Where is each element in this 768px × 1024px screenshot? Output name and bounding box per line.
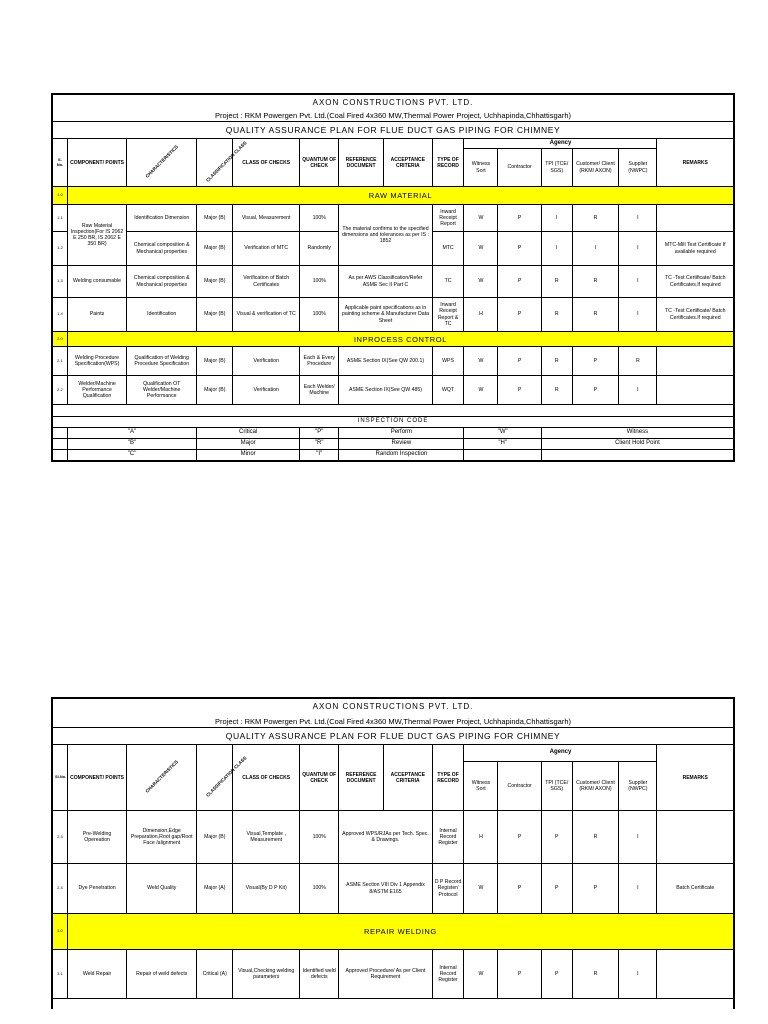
header-component: COMPONENT/ POINTS xyxy=(67,139,126,187)
component-cell: Raw Material Inspection(For IS 2062 E 250 BR, IS 2062 E 350 BR) xyxy=(67,205,126,266)
section-number: 3.0 xyxy=(53,914,68,950)
row-number: 2.4 xyxy=(53,864,68,914)
supplier-cell: I xyxy=(619,266,657,298)
quantum-cell: 100% xyxy=(300,811,339,864)
supplier-cell: R xyxy=(619,347,657,376)
reference-cell: Applicable paint specifications as in painting scheme & Manufacturer Data Sheet xyxy=(339,298,432,332)
customer-cell: P xyxy=(572,347,619,376)
header-classification-cell xyxy=(197,745,248,811)
table-row xyxy=(53,950,734,999)
characteristic-cell: Identification xyxy=(127,298,197,332)
component-cell: Dye Penetration xyxy=(67,864,126,914)
record-cell: Inward Receipt Report xyxy=(432,205,464,232)
record-cell: Inward Receipt Report & TC xyxy=(432,298,464,332)
code-meaning: Client Hold Point xyxy=(541,439,733,450)
check-cell: Visual(By D P Kit) xyxy=(233,864,300,914)
tpi-cell: R xyxy=(541,347,572,376)
header-classification: CLASSIFICATION CLASS xyxy=(205,140,248,184)
classification-cell: Major (B) xyxy=(197,376,233,405)
component-cell: Welding consumable xyxy=(67,266,126,298)
contractor-cell: P xyxy=(498,811,541,864)
customer-cell: P xyxy=(572,864,619,914)
plan-title: QUALITY ASSURANCE PLAN FOR FLUE DUCT GAS PIPING FOR CHIMNEY xyxy=(53,728,734,745)
classification-cell: Major (B) xyxy=(197,347,233,376)
record-cell: D P Record Register/ Protocol xyxy=(432,864,464,914)
witness-cell: W xyxy=(464,205,498,232)
header-remarks: REMARKS xyxy=(657,139,734,187)
section-title-repair-welding: REPAIR WELDING xyxy=(67,914,733,950)
code-meaning: Major xyxy=(197,439,300,450)
contractor-cell: P xyxy=(498,864,541,914)
witness-cell: H xyxy=(464,298,498,332)
tpi-cell: R xyxy=(541,266,572,298)
header-characteristics-cell xyxy=(127,139,197,187)
classification-cell: Major (B) xyxy=(197,298,233,332)
witness-cell: W xyxy=(464,266,498,298)
project-line: Project : RKM Powergen Pvt. Ltd.(Coal Fired 4x360 MW,Thermal Power Project, Uchhapinda,Chhattisgarh) xyxy=(53,716,734,728)
header-tpi: TPI (TCE/ SGS) xyxy=(541,149,572,187)
tpi-cell: P xyxy=(541,811,572,864)
classification-cell: Major (B) xyxy=(197,232,233,266)
spacer-row xyxy=(53,405,734,417)
check-cell: Verification xyxy=(233,347,300,376)
supplier-cell: I xyxy=(619,864,657,914)
header-supplier: Supplier (NWPC) xyxy=(619,149,657,187)
witness-cell: W xyxy=(464,347,498,376)
section-title-raw-material: RAW MATERIAL xyxy=(67,187,733,205)
project-line: Project : RKM Powergen Pvt. Ltd.(Coal Fired 4x360 MW,Thermal Power Project, Uchhapinda,Chhattisgarh) xyxy=(53,111,734,122)
witness-cell: H xyxy=(464,811,498,864)
row-number: 3.1 xyxy=(53,950,68,999)
header-characteristics-cell xyxy=(127,745,197,811)
header-record: TYPE OF RECORD xyxy=(432,139,464,187)
qap-sheet-2 xyxy=(51,697,735,1009)
record-cell: Internal Record Register xyxy=(432,950,464,999)
header-classification-cell xyxy=(197,139,248,187)
header-contractor: Contractor xyxy=(498,149,541,187)
contractor-cell: P xyxy=(498,298,541,332)
header-acceptance: ACCEPTANCE CRITERIA xyxy=(383,139,432,187)
tpi-cell: I xyxy=(541,232,572,266)
header-tpi: TPI (TCE/ SGS) xyxy=(541,762,572,811)
customer-cell: R xyxy=(572,205,619,232)
characteristic-cell: Dimension,Edge Preparation,Root gap/Root Face /alignment xyxy=(127,811,197,864)
table-row xyxy=(53,266,734,298)
remarks-cell xyxy=(657,205,734,232)
table-row xyxy=(53,347,734,376)
component-cell: Welding Procedure Specification(WPS) xyxy=(67,347,126,376)
code-meaning xyxy=(541,450,733,461)
component-cell: Welder/Machine Performance Qualification xyxy=(67,376,126,405)
customer-cell: R xyxy=(572,811,619,864)
reference-cell: As per AWS Classification/Refer ASME Sec II Part C xyxy=(339,266,432,298)
remarks-cell xyxy=(657,376,734,405)
table-row xyxy=(53,376,734,405)
classification-cell: Major (B) xyxy=(197,266,233,298)
quantum-cell: 100% xyxy=(300,298,339,332)
header-reference: REFERENCE DOCUMENT xyxy=(339,745,384,811)
header-component: COMPONENT/ POINTS xyxy=(67,745,126,811)
row-number: 2.3 xyxy=(53,811,68,864)
code-letter: "A" xyxy=(67,428,196,439)
section-number: 1.0 xyxy=(53,187,68,205)
remarks-cell: MTC-Mill Test Certificate If available required xyxy=(657,232,734,266)
header-sno: Sl.No. xyxy=(53,745,68,811)
witness-cell: W xyxy=(464,232,498,266)
tpi-cell: R xyxy=(541,376,572,405)
witness-cell: W xyxy=(464,376,498,405)
check-cell: Visual, Measurement xyxy=(233,205,300,232)
header-characteristics: CHARACTERISTICS xyxy=(144,144,179,180)
characteristic-cell: Qualification of Welding Procedure Specification xyxy=(127,347,197,376)
header-customer: Customer/ Client (RKM/ AXON) xyxy=(572,762,619,811)
remarks-cell: TC -Test Certificate/ Batch Certificates.If required xyxy=(657,266,734,298)
row-number: 1.2 xyxy=(53,232,68,266)
record-cell: MTC xyxy=(432,232,464,266)
qap-table-1 xyxy=(52,94,734,461)
classification-cell: Major (A) xyxy=(197,864,233,914)
remarks-cell: TC -Test Certificate/ Batch Certificates.If required xyxy=(657,298,734,332)
remarks-cell xyxy=(657,811,734,864)
inspection-code-row xyxy=(53,439,734,450)
table-row xyxy=(53,205,734,232)
contractor-cell: P xyxy=(498,266,541,298)
header-reference: REFERENCE DOCUMENT xyxy=(339,139,384,187)
contractor-cell: P xyxy=(498,205,541,232)
header-quantum: QUANTUM OF CHECK xyxy=(300,139,339,187)
contractor-cell: P xyxy=(498,347,541,376)
reference-cell: ASME Section IX(See QW 485) xyxy=(339,376,432,405)
code-letter: "B" xyxy=(67,439,196,450)
supplier-cell: I xyxy=(619,950,657,999)
record-cell: WQT xyxy=(432,376,464,405)
remarks-cell xyxy=(657,347,734,376)
supplier-cell: I xyxy=(619,232,657,266)
contractor-cell: P xyxy=(498,950,541,999)
row-number: 2.2 xyxy=(53,376,68,405)
reference-cell: Approved WPS/RJAs per Tech. Spec. & Drawings. xyxy=(339,811,432,864)
reference-cell: Approved Procedure/ As per Client Requirement xyxy=(339,950,432,999)
contractor-cell: P xyxy=(498,376,541,405)
header-record: TYPE OF RECORD xyxy=(432,745,464,811)
customer-cell: P xyxy=(572,376,619,405)
classification-cell: Critical (A) xyxy=(197,950,233,999)
reference-cell: ASME Section VIII Div 1 Appendix 8/ASTM E165 xyxy=(339,864,432,914)
company-name: AXON CONSTRUCTIONS PVT. LTD. xyxy=(53,95,734,111)
header-witness: Witness Sort xyxy=(464,762,498,811)
check-cell: Visual,Checking welding parameters xyxy=(233,950,300,999)
component-cell: Weld Repair xyxy=(67,950,126,999)
section-title-inprocess-control: INPROCESS CONTROL xyxy=(67,332,733,347)
code-letter xyxy=(464,450,541,461)
quantum-cell: Each & Every Procedure xyxy=(300,347,339,376)
check-cell: Verification of MTC xyxy=(233,232,300,266)
quantum-cell: 100% xyxy=(300,205,339,232)
section-number: 2.0 xyxy=(53,332,68,347)
characteristic-cell: Chemical composition & Mechanical properties xyxy=(127,266,197,298)
customer-cell: R xyxy=(572,298,619,332)
row-number: 2.1 xyxy=(53,347,68,376)
quantum-cell: 100% xyxy=(300,266,339,298)
header-class-of-checks: CLASS OF CHECKS xyxy=(233,139,300,187)
record-cell: WPS xyxy=(432,347,464,376)
header-class-of-checks: CLASS OF CHECKS xyxy=(233,745,300,811)
code-letter: "W" xyxy=(464,428,541,439)
header-agency: Agency xyxy=(464,139,657,149)
quantum-cell: Each Welder/ Machine xyxy=(300,376,339,405)
header-classification: CLASSIFICATION CLASS xyxy=(205,755,248,799)
header-contractor: Contractor xyxy=(498,762,541,811)
code-meaning: Critical xyxy=(197,428,300,439)
characteristic-cell: Chemical composition & Mechanical properties xyxy=(127,232,197,266)
customer-cell: R xyxy=(572,950,619,999)
code-meaning: Perform xyxy=(339,428,464,439)
code-letter: "C" xyxy=(67,450,196,461)
table-row xyxy=(53,811,734,864)
customer-cell: I xyxy=(572,232,619,266)
characteristic-cell: Qualification OT Welder/Machine Performance xyxy=(127,376,197,405)
tpi-cell: P xyxy=(541,950,572,999)
row-number: 1.1 xyxy=(53,205,68,232)
code-meaning: Random Inspection xyxy=(339,450,464,461)
supplier-cell: I xyxy=(619,376,657,405)
code-meaning: Review xyxy=(339,439,464,450)
characteristic-cell: Repair of weld defects xyxy=(127,950,197,999)
header-witness: Witness Sort xyxy=(464,149,498,187)
header-characteristics: CHARACTERISTICS xyxy=(144,759,179,795)
check-cell: Visual & verification of TC xyxy=(233,298,300,332)
quantum-cell: Identified weld defects xyxy=(300,950,339,999)
spacer-row xyxy=(53,999,734,1009)
code-letter: "R" xyxy=(300,439,339,450)
inspection-code-row xyxy=(53,428,734,439)
check-cell: Verification of Batch Certificates xyxy=(233,266,300,298)
check-cell: Visual,Template , Measurement xyxy=(233,811,300,864)
tpi-cell: P xyxy=(541,864,572,914)
supplier-cell: I xyxy=(619,298,657,332)
reference-cell: The material confirms to the specified dimensions and tolerances as per IS : 1852 xyxy=(339,205,432,266)
code-meaning: Minor xyxy=(197,450,300,461)
inspection-code-title: INSPECTION CODE xyxy=(53,417,734,428)
witness-cell: W xyxy=(464,950,498,999)
classification-cell: Major (B) xyxy=(197,811,233,864)
header-supplier: Supplier (NWPC) xyxy=(619,762,657,811)
record-cell: Internal Record Register xyxy=(432,811,464,864)
characteristic-cell: Identification Dimension xyxy=(127,205,197,232)
header-sno: S. No. xyxy=(53,139,68,187)
witness-cell: W xyxy=(464,864,498,914)
code-letter: "I" xyxy=(300,450,339,461)
company-name: AXON CONSTRUCTIONS PVT. LTD. xyxy=(53,699,734,716)
code-letter: "P" xyxy=(300,428,339,439)
tpi-cell: R xyxy=(541,298,572,332)
code-meaning: Witness xyxy=(541,428,733,439)
plan-title: QUALITY ASSURANCE PLAN FOR FLUE DUCT GAS PIPING FOR CHIMNEY xyxy=(53,122,734,139)
component-cell: Pre-Welding Opereation xyxy=(67,811,126,864)
check-cell: Verification xyxy=(233,376,300,405)
quantum-cell: 100% xyxy=(300,864,339,914)
record-cell: TC xyxy=(432,266,464,298)
reference-cell: ASME Section IX(See QW 200.1) xyxy=(339,347,432,376)
supplier-cell: I xyxy=(619,811,657,864)
remarks-cell: Batch Certificate xyxy=(657,864,734,914)
row-number: 1.3 xyxy=(53,266,68,298)
header-remarks: REMARKS xyxy=(657,745,734,811)
row-number: 1.4 xyxy=(53,298,68,332)
supplier-cell: I xyxy=(619,205,657,232)
remarks-cell xyxy=(657,950,734,999)
customer-cell: R xyxy=(572,266,619,298)
qap-sheet-1 xyxy=(51,93,735,462)
contractor-cell: P xyxy=(498,232,541,266)
tpi-cell: I xyxy=(541,205,572,232)
header-acceptance: ACCEPTANCE CRITERIA xyxy=(383,745,432,811)
code-letter: "H" xyxy=(464,439,541,450)
table-row xyxy=(53,864,734,914)
table-row xyxy=(53,298,734,332)
classification-cell: Major (B) xyxy=(197,205,233,232)
header-customer: Customer/ Client (RKM/ AXON) xyxy=(572,149,619,187)
qap-table-2 xyxy=(52,698,734,1009)
header-quantum: QUANTUM OF CHECK xyxy=(300,745,339,811)
characteristic-cell: Weld Quality xyxy=(127,864,197,914)
inspection-code-row xyxy=(53,450,734,461)
header-agency: Agency xyxy=(464,745,657,762)
quantum-cell: Randomly xyxy=(300,232,339,266)
component-cell: Paints xyxy=(67,298,126,332)
